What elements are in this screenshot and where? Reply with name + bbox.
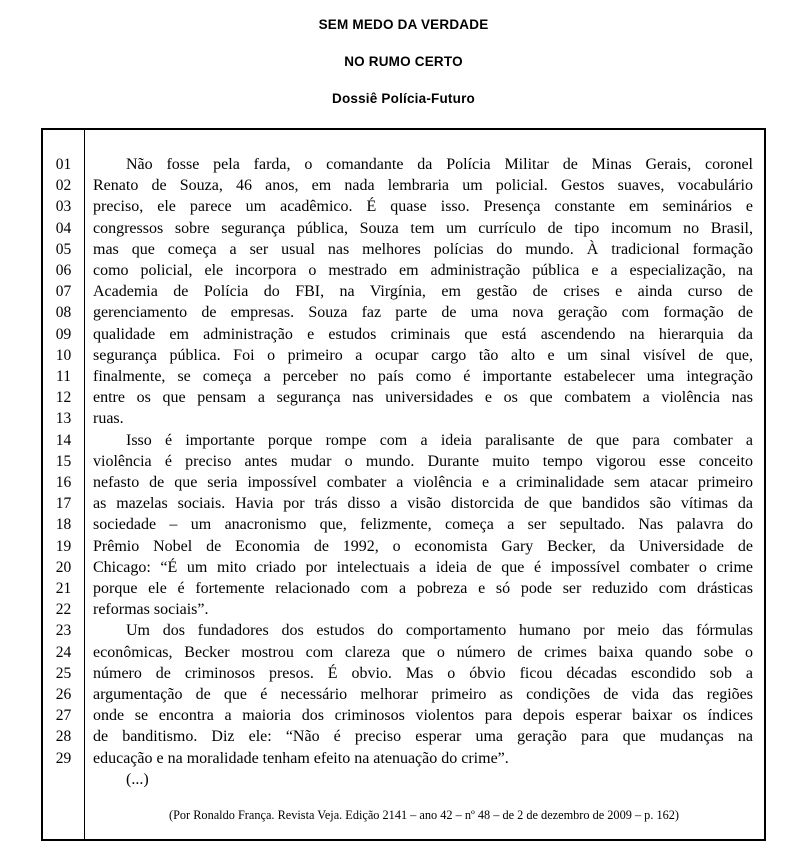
line-number: 05: [55, 240, 72, 258]
title-main: SEM MEDO DA VERDADE: [318, 17, 489, 32]
citation: (Por Ronaldo França. Revista Veja. Edição 2141 – ano 42 – nº 48 – de 2 de dezembro de 2009 – p. 162): [168, 808, 680, 823]
passage-line: [43, 324, 764, 345]
line-text: violência é preciso antes mudar o mundo. Durante muito tempo vigorou esse conceito: [93, 452, 753, 470]
line-text: número de criminosos presos. É obvio. Mas o óbvio ficou décadas escondido sob a: [93, 664, 753, 682]
passage-line: [43, 175, 764, 196]
passage-line: [43, 408, 764, 429]
line-text: entre os que pensam a segurança nas universidades e os que combatem a violência nas: [93, 389, 753, 407]
passage-line: [43, 578, 764, 599]
passage-line: [43, 599, 764, 620]
passage-box: [41, 128, 766, 841]
passage-line: [43, 345, 764, 366]
passage-lines: [43, 130, 764, 790]
line-number: 08: [55, 304, 72, 322]
line-text: mas que começa a ser usual nas melhores polícias do mundo. À tradicional formação: [93, 240, 753, 258]
line-number: 22: [55, 601, 72, 619]
passage-line: [43, 684, 764, 705]
line-number-divider: [84, 130, 85, 839]
passage-line: [43, 387, 764, 408]
line-number: 17: [55, 495, 72, 513]
passage-line: [43, 302, 764, 323]
line-number: 14: [55, 431, 72, 449]
line-number: 03: [55, 198, 72, 216]
line-text: Um dos fundadores dos estudos do comportamento humano por meio das fórmulas: [126, 622, 753, 640]
line-text: de banditismo. Diz ele: “Não é preciso esperar uma geração para que mudanças na: [93, 728, 753, 746]
passage-line: [43, 451, 764, 472]
line-number: 02: [55, 177, 72, 195]
line-text: Academia de Polícia do FBI, na Virgínia, em gestão de crises e ainda curso de: [93, 283, 753, 301]
line-text: Prêmio Nobel de Economia de 1992, o economista Gary Becker, da Universidade de: [93, 537, 753, 555]
passage-line: [43, 769, 764, 790]
line-text: reformas sociais”.: [93, 601, 209, 619]
line-text: qualidade em administração e estudos criminais que está ascendendo na hierarquia da: [93, 325, 753, 343]
passage-line: [43, 705, 764, 726]
line-text: congressos sobre segurança pública, Souza tem um currículo de tipo incomum no Brasil,: [93, 219, 753, 237]
title-dossier: Dossiê Polícia-Futuro: [332, 91, 475, 106]
line-number: 24: [55, 643, 72, 661]
line-text: preciso, ele parece um acadêmico. É quase isso. Presença constante em seminários e: [93, 198, 753, 216]
passage-line: [43, 154, 764, 175]
line-text: educação e na moralidade tenham efeito na atenuação do crime”.: [93, 749, 509, 767]
passage-line: [43, 260, 764, 281]
passage-line: [43, 514, 764, 535]
line-text: Chicago: “É um mito criado por intelectuais a ideia de que é impossível combater o crime: [93, 558, 753, 576]
line-text: gerenciamento de empresas. Souza faz parte de uma nova geração com formação de: [93, 304, 753, 322]
passage-line: [43, 239, 764, 260]
line-text: Isso é importante porque rompe com a ideia paralisante de que para combater a: [126, 431, 753, 449]
line-number: 01: [55, 156, 72, 173]
title-secondary: NO RUMO CERTO: [344, 54, 463, 69]
line-number: 09: [55, 325, 72, 343]
line-text: Renato de Souza, 46 anos, em nada lembraria um policial. Gestos suaves, vocabulário: [93, 177, 753, 195]
passage-line: [43, 536, 764, 557]
line-number: 27: [55, 707, 72, 725]
line-text: finalmente, se começa a perceber no país como é importante estabelecer uma integração: [93, 368, 753, 386]
passage-line: [43, 430, 764, 451]
passage-line: [43, 472, 764, 493]
line-number: 20: [55, 558, 72, 576]
line-number: [43, 769, 84, 790]
passage-line: [43, 196, 764, 217]
line-number: 28: [55, 728, 72, 746]
line-number: 10: [55, 346, 72, 364]
passage-line: [43, 642, 764, 663]
line-number: 11: [56, 368, 71, 386]
line-text: as mazelas sociais. Havia por trás disso a visão distorcida de que bandidos são vítimas da: [93, 495, 753, 513]
passage-line: [43, 748, 764, 769]
document-headings: [0, 0, 807, 107]
line-text: sociedade – um anacronismo que, felizmente, começa a ser sepultado. Nas palavra do: [93, 516, 753, 534]
passage-line: [43, 218, 764, 239]
line-text: ruas.: [93, 410, 124, 428]
line-number: 19: [55, 537, 72, 555]
passage-line: [43, 366, 764, 387]
line-number: 04: [55, 219, 72, 237]
line-text: segurança pública. Foi o primeiro a ocupar cargo tão alto e um sinal visível de que,: [93, 346, 753, 364]
line-number: 18: [55, 516, 72, 534]
passage-line: [43, 281, 764, 302]
line-text: nefasto de que seria impossível combater a violência e a criminalidade sem atacar primeiro: [93, 474, 753, 492]
passage-line: [43, 620, 764, 641]
passage-line: [43, 493, 764, 514]
line-number: 29: [55, 749, 72, 767]
line-text: porque ele é fortemente relacionado com a pobreza e só pode ser reduzido com drásticas: [93, 580, 753, 598]
line-number: 07: [55, 283, 72, 301]
line-number: 26: [55, 686, 72, 704]
line-number: 21: [55, 580, 72, 598]
line-number: 16: [55, 474, 72, 492]
line-number: 25: [55, 664, 72, 682]
line-number: 23: [55, 622, 72, 640]
line-text: como policial, ele incorpora o mestrado em administração pública e a especialização, na: [93, 262, 753, 280]
line-text: (...): [126, 770, 149, 788]
line-number: 15: [55, 452, 72, 470]
passage-line: [43, 557, 764, 578]
line-text: onde se encontra a maioria dos criminosos violentos para depois esperar baixar os índices: [93, 707, 753, 725]
line-text: argumentação de que é necessário melhorar primeiro as condições de vida das regiões: [93, 686, 753, 704]
line-text: econômicas, Becker mostrou com clareza que o número de crimes baixa quando sobe o: [93, 643, 753, 661]
line-number: 13: [55, 410, 72, 428]
line-number: 12: [55, 389, 72, 407]
passage-line: [43, 663, 764, 684]
passage-line: [43, 726, 764, 747]
line-text: Não fosse pela farda, o comandante da Polícia Militar de Minas Gerais, coronel: [126, 156, 753, 173]
line-number: 06: [55, 262, 72, 280]
